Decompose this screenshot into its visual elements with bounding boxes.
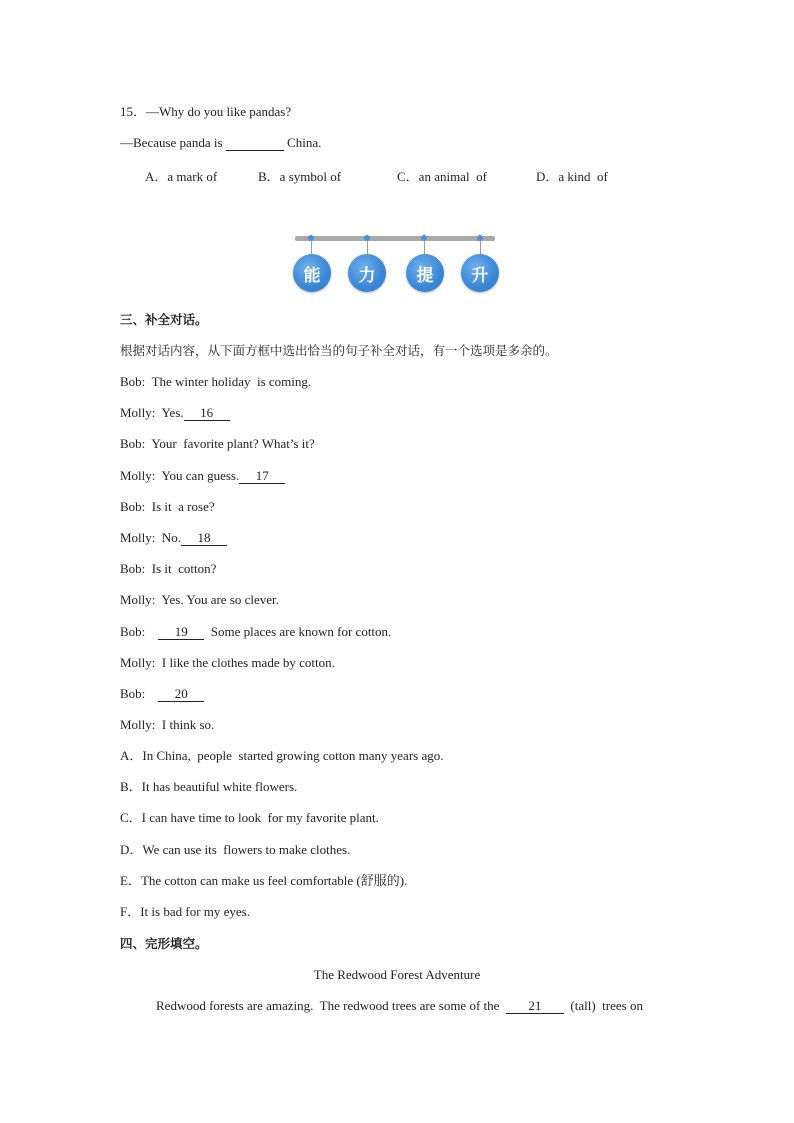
choice-item: F．It is bad for my eyes. <box>120 904 250 919</box>
choice-item: D．We can use its flowers to make clothes. <box>120 841 351 857</box>
banner-char: 升 <box>461 254 499 292</box>
q15-question: 15．—Why do you like pandas? <box>120 104 292 119</box>
banner-stem <box>480 240 481 254</box>
choice-item: E．The cotton can make us feel comfortable (舒服的). <box>120 872 408 888</box>
speaker: Bob: <box>120 498 146 514</box>
q15-blank <box>226 136 284 151</box>
banner-dot <box>421 235 427 241</box>
dialog-line <box>120 436 315 452</box>
ability-banner <box>293 234 499 294</box>
banner-stem <box>311 240 312 254</box>
dialog-text: Is it cotton? <box>151 561 217 577</box>
dialog-line <box>120 530 227 546</box>
blank-18: 18 <box>181 531 227 546</box>
dialog-line <box>120 592 279 608</box>
dialog-line <box>120 405 230 421</box>
banner-dot <box>308 235 314 241</box>
dialog-line <box>120 655 335 671</box>
banner-stem <box>367 240 368 254</box>
section3-heading: 三、补全对话。 <box>120 312 208 327</box>
banner-stem <box>424 240 425 254</box>
banner-bar <box>295 236 495 241</box>
dialog-text: I think so. <box>161 717 215 733</box>
speaker: Molly: <box>120 654 156 670</box>
passage-text-post: (tall) trees on <box>563 998 643 1013</box>
blank-19: 19 <box>158 625 204 640</box>
passage-text-pre: Redwood forests are amazing. The redwood trees are some of the <box>156 998 506 1013</box>
section4-heading: 四、完形填空。 <box>120 936 208 951</box>
q15-option-b: B．a symbol of <box>258 169 342 184</box>
dialog-line <box>120 468 285 484</box>
q15-answer <box>120 135 321 151</box>
q15-answer-post: China. <box>283 135 322 150</box>
speaker: Bob: <box>120 686 146 701</box>
dialog-line <box>120 624 391 640</box>
banner-dot <box>477 235 483 241</box>
dialog-line <box>120 717 214 733</box>
speaker: Bob: <box>120 623 146 639</box>
dialog-text: The winter holiday is coming. <box>151 374 312 389</box>
dialog-text: Yes. <box>161 405 184 421</box>
speaker: Bob: <box>120 374 146 389</box>
q15-option-c: C．an animal of <box>397 169 487 184</box>
blank-21: 21 <box>506 999 564 1014</box>
banner-dot <box>364 235 370 241</box>
banner-char: 能 <box>293 254 331 292</box>
q15-answer-pre: —Because panda is <box>120 135 226 150</box>
speaker: Molly: <box>120 405 156 421</box>
dialog-line <box>120 374 311 390</box>
passage-title: The Redwood Forest Adventure <box>313 967 481 982</box>
dialog-text: Your favorite plant? What’s it? <box>151 436 315 452</box>
q15-option-d: D．a kind of <box>536 169 608 184</box>
choice-item: C．I can have time to look for my favorite plant. <box>120 810 379 826</box>
choice-item: A．In China, people started growing cotton many years ago. <box>120 748 444 763</box>
dialog-text: Is it a rose? <box>151 498 215 514</box>
q15-option-a: A．a mark of <box>145 169 218 184</box>
speaker: Molly: <box>120 592 156 608</box>
speaker: Molly: <box>120 717 156 733</box>
blank-20: 20 <box>158 687 204 702</box>
dialog-text: No. <box>161 530 182 545</box>
blank-16: 16 <box>184 406 230 421</box>
dialog-text: Yes. You are so clever. <box>161 592 279 608</box>
banner-char: 力 <box>348 254 386 292</box>
dialog-text: I like the clothes made by cotton. <box>161 654 335 670</box>
dialog-line <box>120 561 216 577</box>
choice-item: B．It has beautiful white flowers. <box>120 779 298 795</box>
speaker: Bob: <box>120 561 146 577</box>
dialog-line <box>120 686 204 702</box>
speaker: Molly: <box>120 467 156 483</box>
speaker: Bob: <box>120 436 146 452</box>
section3-instruction: 根据对话内容，从下面方框中选出恰当的句子补全对话，有一个选项是多余的。 <box>120 343 558 358</box>
banner-char: 提 <box>406 254 444 292</box>
dialog-line <box>120 499 215 515</box>
blank-17: 17 <box>239 469 285 484</box>
dialog-text: You can guess. <box>161 467 240 483</box>
dialog-text-post: Some places are known for cotton. <box>204 623 392 639</box>
speaker: Molly: <box>120 530 156 545</box>
passage-paragraph <box>156 998 643 1014</box>
